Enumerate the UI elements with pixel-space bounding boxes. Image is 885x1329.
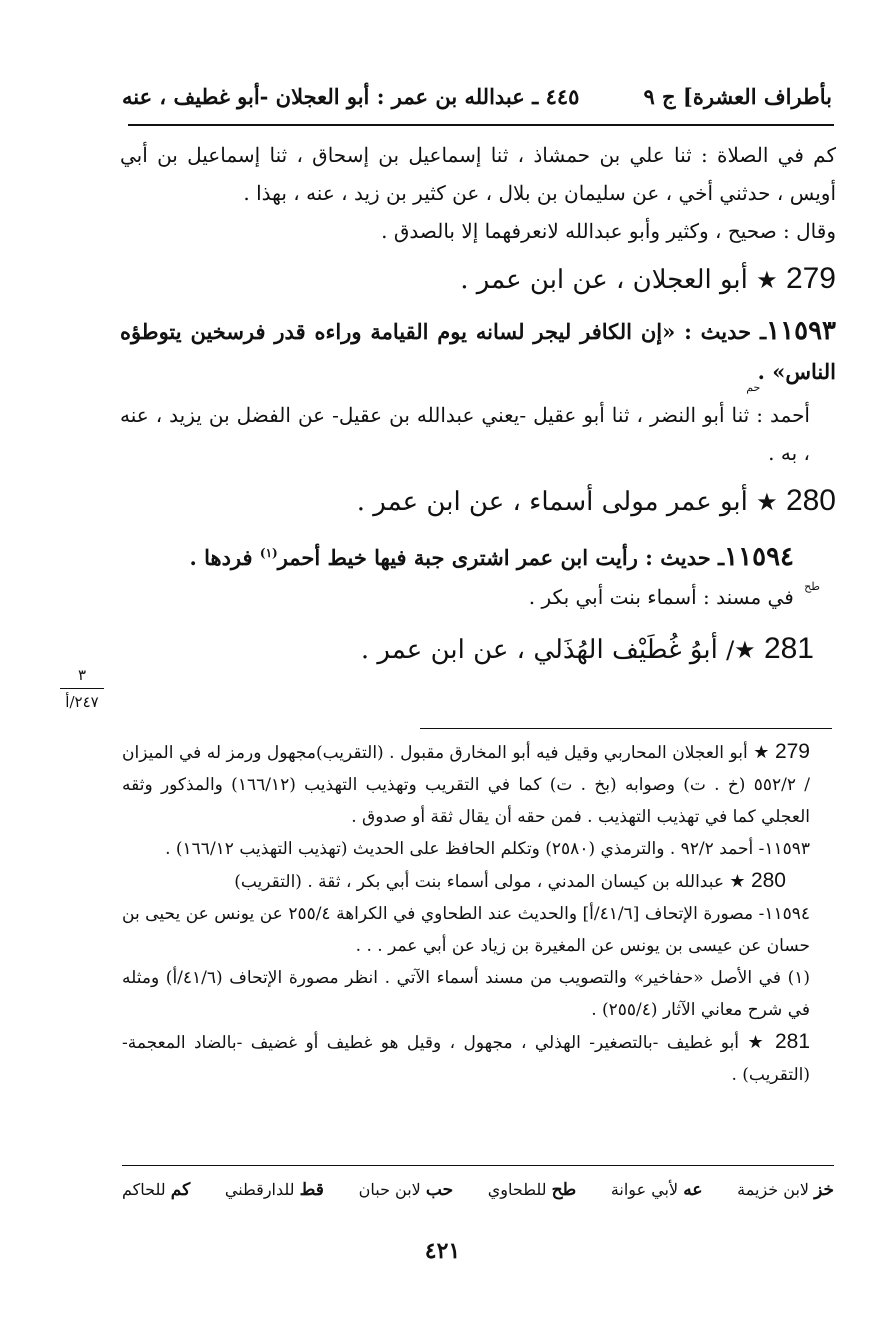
abbr-item: خز لابن خزيمة	[737, 1180, 834, 1200]
footnotes-divider	[420, 728, 832, 729]
note-281	[122, 1026, 834, 1091]
narrator-number: 279	[785, 262, 836, 295]
footnote-marker: (١)	[259, 546, 278, 560]
note-number: 280	[750, 869, 786, 892]
star-icon: ★	[756, 488, 778, 516]
hadith-text-tail: فردها .	[189, 545, 260, 570]
source-symbol: طح	[804, 580, 820, 593]
running-header	[122, 76, 832, 116]
note-text: أبو غطيف -بالتصغير- الهذلي ، مجهول ، وقيل هو غطيف أو غضيف -بالضاد المعجمة- (التقريب) .	[122, 1033, 810, 1085]
hadith-text: ـ حديث : «إن الكافر ليجر لسانه يوم القيامة وراءه قدر فرسخين يتوطؤه الناس» .	[120, 319, 836, 384]
abbr-item: حب لابن حبان	[358, 1180, 454, 1200]
folio-volume: ٣	[77, 666, 87, 684]
note-number: 281	[774, 1030, 811, 1053]
narrator-number: 280	[785, 484, 836, 517]
abbr-item: قط للدارقطني	[224, 1180, 324, 1200]
chain-text: في مسند : أسماء بنت أبي بكر .	[528, 585, 794, 609]
narrator-number: 281	[763, 632, 814, 665]
page-number: ٤٢١	[424, 1238, 461, 1264]
note-279	[122, 736, 834, 833]
star-icon: ★/	[726, 636, 756, 664]
narrator-name: أبوُ غُطَيْف الهُذَلي ، عن ابن عمر .	[360, 635, 718, 665]
note-text: أبو العجلان المحاربي وقيل فيه أبو المخارق مقبول . (التقريب)مجهول ورمز له في الميزان / ٥٥٢/٢ (خ . ت) وصوابه (بخ . ت) كما في التقريب وتهذيب التهذيب (١٦٦/١٢) والمذكور وثقه العجلي كما في تهذيب التهذيب . فمن حقه أن يقال ثقة أو صدوق .	[122, 743, 810, 827]
hadith-number: ١١٥٩٣	[766, 316, 836, 346]
narrator-heading-279	[120, 254, 836, 305]
note-11593: ١١٥٩٣- أحمد ٩٢/٢ . والترمذي (٢٥٨٠) وتكلم الحافظ على الحديث (تهذيب التهذيب ١٦٦/١٢) .	[165, 839, 810, 859]
narrator-name: أبو عمر مولى أسماء ، عن ابن عمر .	[356, 487, 748, 517]
abbr-item: عه لأبي عوانة	[610, 1180, 703, 1200]
hadith-11593	[120, 311, 836, 396]
star-icon: ★	[729, 871, 746, 892]
narrator-heading-281	[120, 624, 836, 675]
paragraph-chain-3: أحمد : ثنا أبو النضر ، ثنا أبو عقيل -يعني عبدالله بن عقيل- عن الفضل بن يزيد ، عنه ، به .	[120, 403, 810, 465]
main-text	[120, 136, 836, 679]
hadith-text: ـ حديث : رأيت ابن عمر اشترى جبة فيها خيط أحمر	[277, 545, 725, 570]
paragraph-chain-1: كم في الصلاة : ثنا علي بن حمشاذ ، ثنا إسماعيل بن إسحاق ، ثنا إسماعيل بن أبي أويس ، حدثني أخي ، عن سليمان بن بلال ، عن كثير بن زيد ، عنه ، بهذا .	[120, 143, 836, 205]
note-number: 279	[774, 740, 810, 763]
abbreviations-legend	[122, 1180, 834, 1200]
narrator-name: أبو العجلان ، عن ابن عمر .	[460, 265, 748, 295]
abbr-item: طح للطحاوي	[487, 1180, 577, 1200]
paragraph-chain-2: وقال : صحيح ، وكثير وأبو عبدالله لانعرفهما إلا بالصدق .	[381, 219, 836, 243]
footnotes	[122, 736, 834, 1091]
header-book-title: بأطراف العشرة] ج ٩	[643, 83, 832, 109]
note-text: عبدالله بن كيسان المدني ، مولى أسماء بنت أبي بكر ، ثقة . (التقريب)	[234, 872, 724, 892]
star-icon: ★	[747, 1032, 767, 1053]
header-section-title: ٤٤٥ ـ عبدالله بن عمر : أبو العجلان -أبو غطيف ، عنه	[122, 83, 580, 109]
paragraph-chain-4	[120, 578, 836, 620]
header-divider	[128, 124, 834, 126]
star-icon: ★	[756, 266, 778, 294]
folio-page: ٢٤٧/أ	[65, 693, 99, 711]
hadith-number: ١١٥٩٤	[724, 542, 794, 572]
source-symbol: حم	[746, 381, 761, 394]
note-footnote-1: (١) في الأصل «حفاخير» والتصويب من مسند أسماء الآتي . انظر مصورة الإتحاف (٤١/٦/أ) ومثله في شرح معاني الآثار (٢٥٥/٤) .	[122, 968, 810, 1020]
hadith-11594	[120, 533, 836, 578]
abbr-item: كم للحاكم	[122, 1180, 191, 1200]
note-11594: ١١٥٩٤- مصورة الإتحاف [٤١/٦/أ] والحديث عند الطحاوي في الكراهة ٢٥٥/٤ عن يونس عن يحيى بن حسان عن عيسى بن يونس عن المغيرة بن زياد عن أبي عمر . . .	[122, 904, 810, 956]
folio-divider	[60, 688, 104, 689]
note-280	[122, 865, 834, 898]
star-icon: ★	[753, 742, 770, 763]
manuscript-folio-note	[56, 664, 108, 713]
abbreviations-divider	[122, 1165, 834, 1166]
narrator-heading-280	[120, 476, 836, 527]
